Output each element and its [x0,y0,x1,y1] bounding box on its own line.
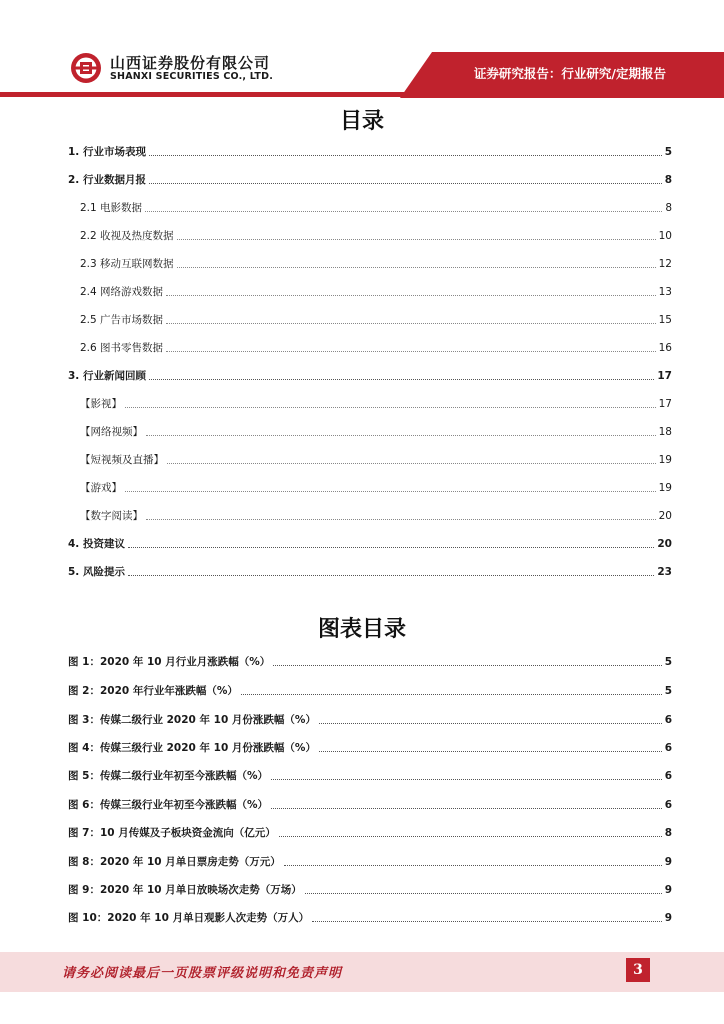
toc-item-label: 2. 行业数据月报 [68,174,146,186]
figure-item-page: 6 [664,799,672,811]
toc-item-label: 2.6 图书零售数据 [80,342,164,354]
figure-item[interactable] [68,796,672,812]
toc-item-label: 【网络视频】 [80,426,143,438]
figure-item-label: 图 6：传媒三级行业年初至今涨跌幅（%） [68,799,268,811]
toc-item[interactable] [80,283,672,299]
figure-item-label: 图 1：2020 年 10 月行业月涨跌幅（%） [68,656,271,668]
toc-item-label: 2.1 电影数据 [80,202,143,214]
figure-item-page: 9 [664,912,672,924]
header-banner [0,0,724,98]
figure-item-page: 6 [664,770,672,782]
figure-item[interactable] [68,767,672,783]
figure-item[interactable] [68,881,672,897]
figure-item[interactable] [68,653,672,669]
toc-item-page: 15 [658,314,672,326]
company-logo-icon [70,52,102,84]
figure-item-label: 图 3：传媒二级行业 2020 年 10 月份涨跌幅（%） [68,714,316,726]
figure-item-page: 6 [664,742,672,754]
toc-item[interactable] [80,199,672,215]
toc-item-label: 5. 风险提示 [68,566,125,578]
toc-item-label: 【短视频及直播】 [80,454,164,466]
toc-item-label: 4. 投资建议 [68,538,125,550]
figure-item[interactable] [68,824,672,840]
figure-item-label: 图 2：2020 年行业年涨跌幅（%） [68,685,238,697]
toc-item-label: 2.4 网络游戏数据 [80,286,164,298]
toc-item-page: 16 [658,342,672,354]
toc-item-page: 23 [657,566,672,578]
figure-item[interactable] [68,711,672,727]
toc-item[interactable] [68,143,672,159]
figure-item-label: 图 8：2020 年 10 月单日票房走势（万元） [68,856,281,868]
toc-item-page: 13 [658,286,672,298]
toc-item-page: 10 [658,230,672,242]
toc-item[interactable] [68,171,672,187]
figure-item-label: 图 5：传媒二级行业年初至今涨跌幅（%） [68,770,268,782]
figure-item[interactable] [68,739,672,755]
figure-item[interactable] [68,909,672,925]
toc-item[interactable] [80,451,672,467]
toc-item-page: 20 [658,510,672,522]
toc-item-page: 18 [658,426,672,438]
toc-item[interactable] [80,339,672,355]
figure-item-page: 9 [664,884,672,896]
figure-item-page: 9 [664,856,672,868]
toc-item-page: 17 [658,398,672,410]
toc-item-label: 3. 行业新闻回顾 [68,370,146,382]
toc-item-page: 17 [657,370,672,382]
toc-item[interactable] [80,395,672,411]
figure-item[interactable] [68,853,672,869]
toc-item[interactable] [80,479,672,495]
toc-item[interactable] [68,535,672,551]
toc-item-page: 8 [665,202,672,214]
toc-item[interactable] [80,507,672,523]
page-header [0,0,724,98]
figure-item-page: 5 [664,656,672,668]
figure-item-page: 6 [664,714,672,726]
toc-item-page: 20 [657,538,672,550]
toc-item-label: 【游戏】 [80,482,122,494]
report-type: 证券研究报告：行业研究/定期报告 [473,66,666,81]
figure-item-label: 图 4：传媒三级行业 2020 年 10 月份涨跌幅（%） [68,742,316,754]
toc-item-page: 5 [664,146,672,158]
toc-item[interactable] [80,311,672,327]
toc-item-label: 1. 行业市场表现 [68,146,146,158]
figure-item-label: 图 9：2020 年 10 月单日放映场次走势（万场） [68,884,302,896]
figure-item-page: 5 [664,685,672,697]
toc-item[interactable] [80,255,672,271]
toc-item-page: 12 [658,258,672,270]
toc-item-page: 19 [658,482,672,494]
toc-item[interactable] [68,563,672,579]
figure-item-label: 图 7：10 月传媒及子板块资金流向（亿元） [68,827,276,839]
toc-item[interactable] [80,423,672,439]
toc-item-label: 2.3 移动互联网数据 [80,258,174,270]
toc-item-label: 2.2 收视及热度数据 [80,230,174,242]
toc-item[interactable] [68,367,672,383]
toc-item-page: 8 [664,174,672,186]
toc-title: 目录 [339,109,384,134]
disclaimer-text: 请务必阅读最后一页股票评级说明和免责声明 [62,966,343,981]
company-name-cn: 山西证券股份有限公司 [110,54,271,72]
toc-item-page: 19 [658,454,672,466]
toc-item-label: 【数字阅读】 [80,510,143,522]
toc-item[interactable] [80,227,672,243]
page-number: 3 [626,958,650,982]
figures-title: 图表目录 [317,617,406,642]
toc-item-label: 2.5 广告市场数据 [80,314,164,326]
figure-item-label: 图 10：2020 年 10 月单日观影人次走势（万人） [68,912,310,924]
company-name-en: SHANXI SECURITIES CO., LTD. [110,71,274,82]
toc-item-label: 【影视】 [80,398,122,410]
figure-item-page: 8 [664,827,672,839]
figure-item[interactable] [68,682,672,698]
